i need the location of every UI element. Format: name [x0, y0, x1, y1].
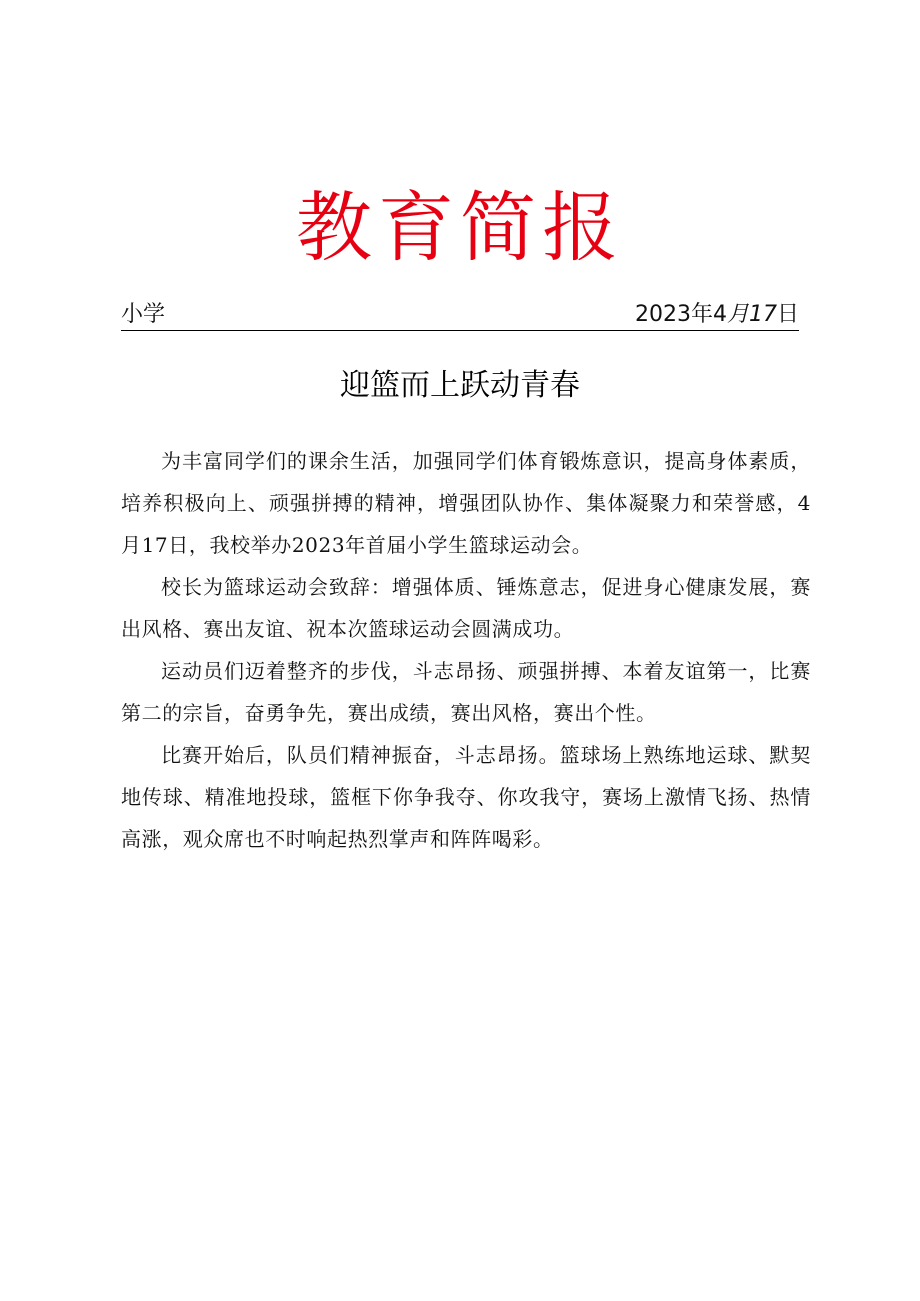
article-paragraph: 校长为篮球运动会致辞：增强体质、锤炼意志，促进身心健康发展，赛出风格、赛出友谊、祝本次篮球运动会圆满成功。: [121, 575, 811, 641]
date-month: 4: [712, 302, 727, 327]
issue-date: [635, 300, 799, 330]
date-year: 2023: [634, 302, 691, 327]
organization-name: 小学: [121, 302, 166, 327]
masthead-title: 教育简报: [296, 183, 624, 272]
date-day: 17: [748, 302, 777, 327]
date-year-unit: 年: [690, 302, 713, 327]
article-headline: 迎篮而上跃动青春: [340, 368, 580, 403]
article-body: [121, 440, 811, 860]
article-paragraph: 比赛开始后，队员们精神振奋，斗志昂扬。篮球场上熟练地运球、默契地传球、精准地投球，篮框下你争我夺、你攻我守，赛场上激情飞扬、热情高涨，观众席也不时响起热烈掌声和阵阵喝彩。: [121, 743, 811, 851]
issue-info-line: [121, 300, 799, 331]
article-paragraph: 为丰富同学们的课余生活，加强同学们体育锻炼意识，提高身体素质，培养积极向上、顽强拼搏的精神，增强团队协作、集体凝聚力和荣誉感，4月17日，我校举办2023年首届小学生篮球运动会。: [121, 449, 811, 557]
date-month-unit: 月: [726, 302, 749, 327]
date-day-unit: 日: [776, 302, 799, 327]
article-paragraph: 运动员们迈着整齐的步伐，斗志昂扬、顽强拼搏、本着友谊第一，比赛第二的宗旨，奋勇争先，赛出成绩，赛出风格，赛出个性。: [121, 659, 811, 725]
